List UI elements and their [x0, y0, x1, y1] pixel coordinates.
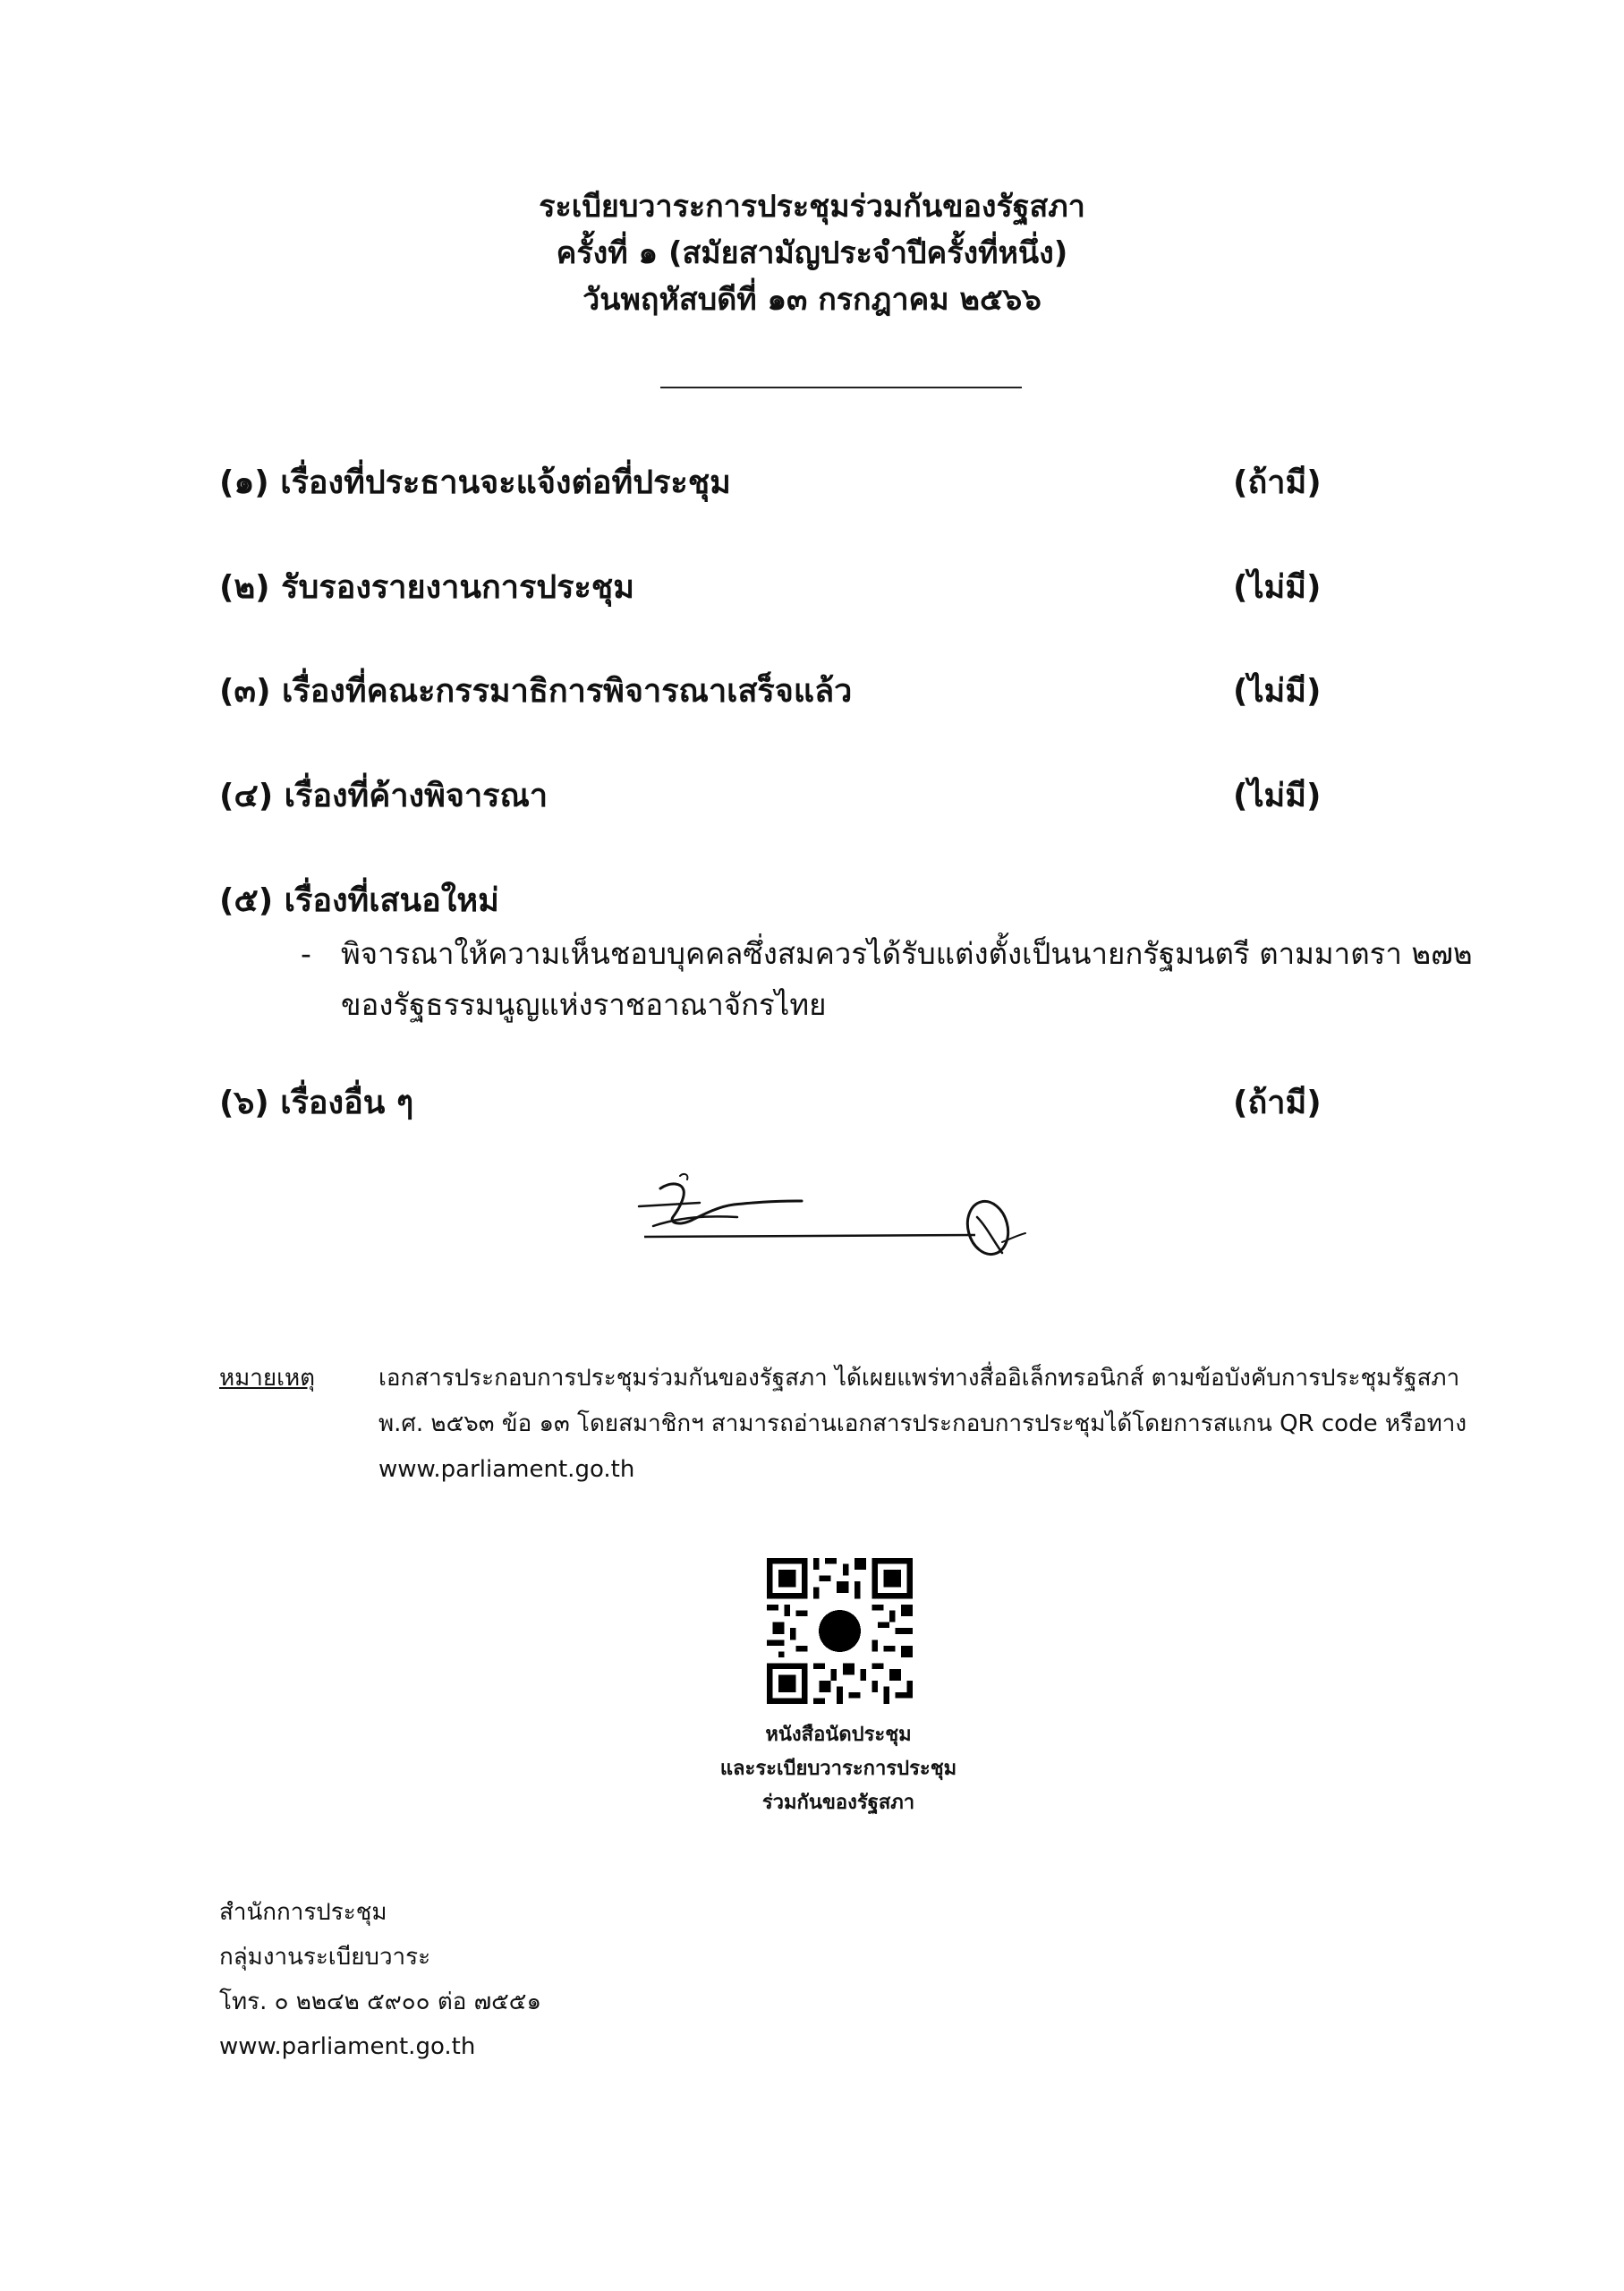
note-label: หมายเหตุ: [219, 1365, 316, 1392]
agenda-item-label: (๖) เรื่องอื่น ๆ: [219, 1085, 414, 1121]
footer-office: สำนักการประชุม: [219, 1899, 387, 1926]
agenda-item-label: (๒) รับรองรายงานการประชุม: [219, 569, 634, 606]
agenda-item-status: (ไม่มี): [1233, 569, 1322, 606]
signature-icon: [626, 1163, 1056, 1280]
footer-website: www.parliament.go.th: [219, 2033, 476, 2060]
agenda-item-status: (ไม่มี): [1233, 778, 1322, 814]
agenda-item-status: (ถ้ามี): [1233, 464, 1322, 501]
agenda-item-status: (ถ้ามี): [1233, 1085, 1322, 1121]
qr-caption: [633, 1718, 1044, 1820]
qr-caption-line: หนังสือนัดประชุม: [765, 1724, 912, 1746]
sub-item-text: พิจารณาให้ความเห็นชอบบุคคลซึ่งสมควรได้รับแต่งตั้งเป็นนายกรัฐมนตรี ตามมาตรา ๒๗๒ ของรัฐธรรมนูญแห่งราชอาณาจักรไทย: [341, 936, 1473, 1022]
title-divider: [660, 387, 1022, 388]
agenda-item-label: (๔) เรื่องที่ค้างพิจารณา: [219, 778, 548, 814]
header-title: ระเบียบวาระการประชุมร่วมกันของรัฐสภา: [539, 189, 1085, 225]
sub-item-bullet: -: [301, 936, 311, 971]
qr-caption-line: ร่วมกันของรัฐสภา: [761, 1792, 915, 1814]
agenda-item-label: (๑) เรื่องที่ประธานจะแจ้งต่อที่ประชุม: [219, 464, 731, 501]
agenda-item-label: (๕) เรื่องที่เสนอใหม่: [219, 882, 499, 919]
agenda-header: [0, 183, 1624, 323]
footer-phone: โทร. ๐ ๒๒๔๒ ๕๙๐๐ ต่อ ๗๕๕๑: [219, 1989, 541, 2015]
header-session: ครั้งที่ ๑ (สมัยสามัญประจำปีครั้งที่หนึ่ง): [556, 235, 1068, 271]
footer-division: กลุ่มงานระเบียบวาระ: [219, 1944, 431, 1971]
agenda-item-label: (๓) เรื่องที่คณะกรรมาธิการพิจารณาเสร็จแล้ว: [219, 673, 853, 710]
header-date: วันพฤหัสบดีที่ ๑๓ กรกฎาคม ๒๕๖๖: [582, 282, 1042, 318]
qr-caption-line: และระเบียบวาระการประชุม: [719, 1758, 957, 1780]
note-text: เอกสารประกอบการประชุมร่วมกันของรัฐสภา ได้เผยแพร่ทางสื่ออิเล็กทรอนิกส์ ตามข้อบังคับการประชุมรัฐสภา พ.ศ. ๒๕๖๓ ข้อ ๑๓ โดยสมาชิกฯ สามารถอ่านเอกสารประกอบการประชุมได้โดยการสแกน QR code หรือทาง www.parliament.go.th: [378, 1365, 1467, 1483]
qr-code-icon: [767, 1558, 913, 1704]
agenda-item-status: (ไม่มี): [1233, 673, 1322, 710]
contact-footer: [219, 1890, 541, 2069]
